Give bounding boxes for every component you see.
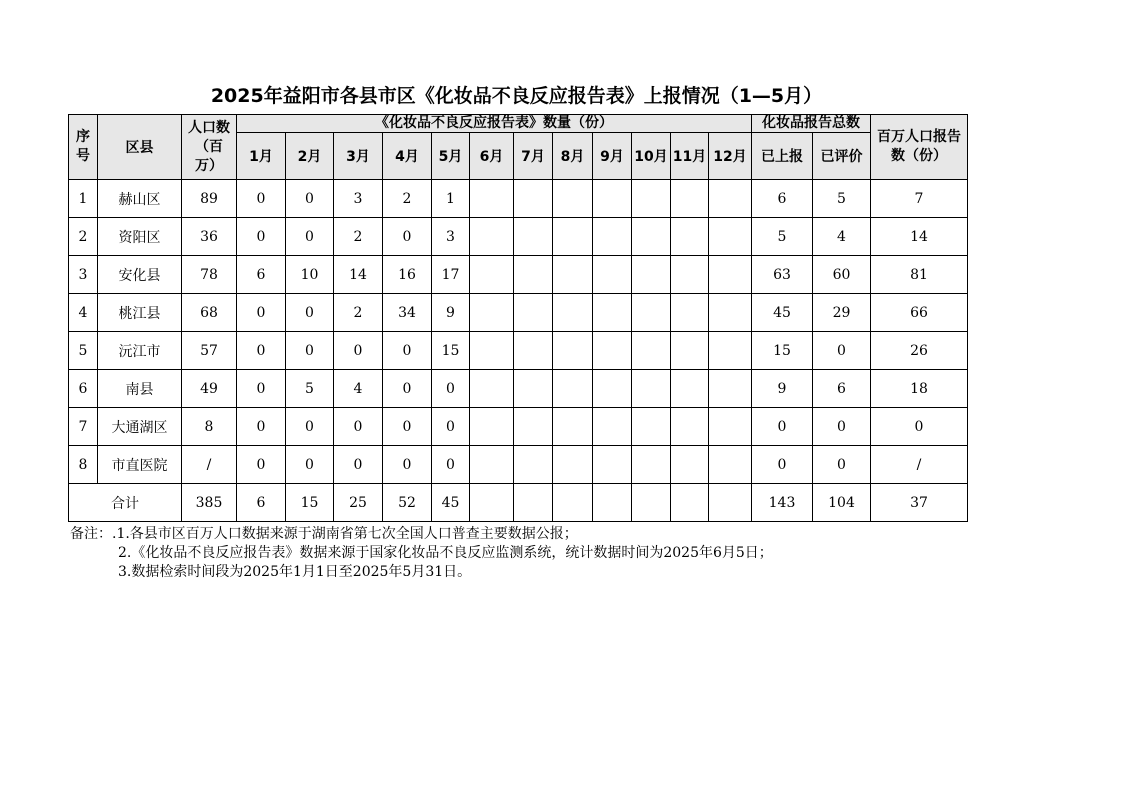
month-value-cell	[553, 218, 593, 256]
header-evaluated: 已评价	[813, 133, 871, 180]
total-month-cell: 6	[237, 484, 286, 522]
document-title: 2025年益阳市各县市区《化妆品不良反应报告表》上报情况（1—5月）	[210, 85, 823, 107]
note-3: 3.数据检索时间段为2025年1月1日至2025年5月31日。	[118, 564, 472, 580]
month-value-cell	[514, 332, 553, 370]
month-value-cell	[709, 294, 752, 332]
month-value-cell: 2	[334, 294, 383, 332]
month-value-cell: 0	[286, 218, 334, 256]
month-value-cell	[709, 408, 752, 446]
month-value-cell: 0	[237, 370, 286, 408]
population-cell: 49	[182, 370, 237, 408]
note-1: 备注：.1.各县市区百万人口数据来源于湖南省第七次全国人口普查主要数据公报；	[70, 526, 578, 542]
table-row	[69, 408, 968, 446]
month-value-cell: 0	[383, 332, 432, 370]
district-cell: 资阳区	[98, 218, 182, 256]
report-table	[68, 114, 968, 522]
month-value-cell: 2	[383, 180, 432, 218]
total-month-cell: 25	[334, 484, 383, 522]
month-value-cell	[709, 218, 752, 256]
reported-cell: 6	[752, 180, 813, 218]
table-row	[69, 256, 968, 294]
month-value-cell: 5	[286, 370, 334, 408]
month-value-cell	[514, 180, 553, 218]
seq-cell: 6	[69, 370, 98, 408]
evaluated-cell: 5	[813, 180, 871, 218]
header-month: 4月	[383, 133, 432, 180]
month-value-cell	[514, 218, 553, 256]
seq-cell: 2	[69, 218, 98, 256]
header-per-million: 百万人口报告数（份）	[871, 115, 968, 180]
total-month-cell	[514, 484, 553, 522]
table-row	[69, 180, 968, 218]
reported-cell: 45	[752, 294, 813, 332]
month-value-cell: 0	[237, 218, 286, 256]
header-population: 人口数（百万）	[182, 115, 237, 180]
total-month-cell	[632, 484, 671, 522]
month-value-cell	[470, 256, 514, 294]
per-million-cell: /	[871, 446, 968, 484]
month-value-cell	[709, 332, 752, 370]
month-value-cell	[470, 180, 514, 218]
month-value-cell	[470, 294, 514, 332]
population-cell: 89	[182, 180, 237, 218]
month-value-cell	[514, 256, 553, 294]
evaluated-cell: 0	[813, 332, 871, 370]
evaluated-cell: 0	[813, 408, 871, 446]
month-value-cell	[632, 180, 671, 218]
header-district: 区县	[98, 115, 182, 180]
month-value-cell	[671, 218, 709, 256]
month-value-cell: 34	[383, 294, 432, 332]
month-value-cell	[709, 256, 752, 294]
header-report-group: 《化妆品不良反应报告表》数量（份）	[237, 115, 752, 133]
month-value-cell	[593, 370, 632, 408]
month-value-cell: 0	[432, 370, 470, 408]
per-million-cell: 66	[871, 294, 968, 332]
month-value-cell	[671, 256, 709, 294]
month-value-cell: 0	[383, 408, 432, 446]
month-value-cell	[593, 408, 632, 446]
population-cell: 8	[182, 408, 237, 446]
total-population: 385	[182, 484, 237, 522]
seq-cell: 4	[69, 294, 98, 332]
month-value-cell: 14	[334, 256, 383, 294]
header-month: 3月	[334, 133, 383, 180]
month-value-cell: 1	[432, 180, 470, 218]
month-value-cell: 0	[286, 294, 334, 332]
per-million-cell: 26	[871, 332, 968, 370]
month-value-cell: 0	[286, 180, 334, 218]
month-value-cell	[553, 332, 593, 370]
seq-cell: 3	[69, 256, 98, 294]
month-value-cell	[632, 408, 671, 446]
header-month: 9月	[593, 133, 632, 180]
header-month: 11月	[671, 133, 709, 180]
month-value-cell	[514, 446, 553, 484]
month-value-cell	[553, 294, 593, 332]
seq-cell: 7	[69, 408, 98, 446]
month-value-cell	[709, 180, 752, 218]
total-month-cell: 52	[383, 484, 432, 522]
month-value-cell: 16	[383, 256, 432, 294]
month-value-cell: 0	[383, 218, 432, 256]
month-value-cell	[632, 332, 671, 370]
per-million-cell: 14	[871, 218, 968, 256]
district-cell: 市直医院	[98, 446, 182, 484]
per-million-cell: 0	[871, 408, 968, 446]
table-row	[69, 370, 968, 408]
month-value-cell	[593, 294, 632, 332]
month-value-cell	[553, 256, 593, 294]
total-row	[69, 484, 968, 522]
total-reported: 143	[752, 484, 813, 522]
total-month-cell	[671, 484, 709, 522]
month-value-cell	[470, 446, 514, 484]
header-total-group: 化妆品报告总数	[752, 115, 871, 133]
month-value-cell: 3	[432, 218, 470, 256]
month-value-cell	[593, 218, 632, 256]
month-value-cell	[470, 218, 514, 256]
evaluated-cell: 0	[813, 446, 871, 484]
month-value-cell	[671, 294, 709, 332]
month-value-cell: 9	[432, 294, 470, 332]
table-row	[69, 446, 968, 484]
per-million-cell: 81	[871, 256, 968, 294]
population-cell: 68	[182, 294, 237, 332]
month-value-cell	[553, 180, 593, 218]
month-value-cell: 10	[286, 256, 334, 294]
month-value-cell	[632, 370, 671, 408]
month-value-cell: 6	[237, 256, 286, 294]
evaluated-cell: 6	[813, 370, 871, 408]
month-value-cell	[593, 332, 632, 370]
population-cell: /	[182, 446, 237, 484]
month-value-cell	[514, 370, 553, 408]
month-value-cell	[632, 218, 671, 256]
month-value-cell	[632, 256, 671, 294]
month-value-cell	[709, 370, 752, 408]
total-label: 合计	[69, 484, 182, 522]
total-per-million: 37	[871, 484, 968, 522]
total-month-cell: 45	[432, 484, 470, 522]
month-value-cell: 0	[334, 408, 383, 446]
total-month-cell	[593, 484, 632, 522]
header-month: 5月	[432, 133, 470, 180]
reported-cell: 0	[752, 408, 813, 446]
month-value-cell	[470, 408, 514, 446]
table-row	[69, 218, 968, 256]
reported-cell: 5	[752, 218, 813, 256]
per-million-cell: 18	[871, 370, 968, 408]
district-cell: 赫山区	[98, 180, 182, 218]
header-row-group	[69, 115, 968, 133]
seq-cell: 5	[69, 332, 98, 370]
month-value-cell: 0	[334, 446, 383, 484]
population-cell: 78	[182, 256, 237, 294]
header-month: 8月	[553, 133, 593, 180]
month-value-cell	[514, 408, 553, 446]
evaluated-cell: 60	[813, 256, 871, 294]
month-value-cell: 0	[237, 332, 286, 370]
month-value-cell: 4	[334, 370, 383, 408]
month-value-cell: 0	[237, 294, 286, 332]
month-value-cell: 0	[334, 332, 383, 370]
month-value-cell: 0	[432, 446, 470, 484]
header-reported: 已上报	[752, 133, 813, 180]
header-month: 12月	[709, 133, 752, 180]
reported-cell: 0	[752, 446, 813, 484]
total-evaluated: 104	[813, 484, 871, 522]
district-cell: 沅江市	[98, 332, 182, 370]
month-value-cell: 0	[237, 180, 286, 218]
per-million-cell: 7	[871, 180, 968, 218]
month-value-cell	[470, 332, 514, 370]
header-month: 6月	[470, 133, 514, 180]
month-value-cell	[671, 408, 709, 446]
district-cell: 安化县	[98, 256, 182, 294]
month-value-cell	[671, 370, 709, 408]
total-month-cell: 15	[286, 484, 334, 522]
month-value-cell	[671, 446, 709, 484]
reported-cell: 9	[752, 370, 813, 408]
month-value-cell	[632, 446, 671, 484]
month-value-cell	[553, 446, 593, 484]
evaluated-cell: 29	[813, 294, 871, 332]
month-value-cell: 0	[286, 446, 334, 484]
month-value-cell	[553, 408, 593, 446]
month-value-cell	[470, 370, 514, 408]
month-value-cell	[593, 256, 632, 294]
month-value-cell	[671, 332, 709, 370]
month-value-cell: 3	[334, 180, 383, 218]
month-value-cell: 0	[237, 446, 286, 484]
population-cell: 57	[182, 332, 237, 370]
total-month-cell	[470, 484, 514, 522]
district-cell: 桃江县	[98, 294, 182, 332]
month-value-cell: 0	[237, 408, 286, 446]
reported-cell: 15	[752, 332, 813, 370]
header-month: 7月	[514, 133, 553, 180]
population-cell: 36	[182, 218, 237, 256]
month-value-cell	[514, 294, 553, 332]
month-value-cell: 17	[432, 256, 470, 294]
header-month: 10月	[632, 133, 671, 180]
month-value-cell: 0	[383, 370, 432, 408]
month-value-cell: 0	[383, 446, 432, 484]
month-value-cell: 0	[286, 332, 334, 370]
month-value-cell	[553, 370, 593, 408]
seq-cell: 8	[69, 446, 98, 484]
month-value-cell: 15	[432, 332, 470, 370]
month-value-cell	[593, 446, 632, 484]
district-cell: 大通湖区	[98, 408, 182, 446]
month-value-cell: 2	[334, 218, 383, 256]
month-value-cell	[709, 446, 752, 484]
table-row	[69, 294, 968, 332]
district-cell: 南县	[98, 370, 182, 408]
month-value-cell: 0	[432, 408, 470, 446]
notes	[70, 525, 773, 582]
header-seq: 序号	[69, 115, 98, 180]
month-value-cell	[671, 180, 709, 218]
total-month-cell	[553, 484, 593, 522]
month-value-cell	[632, 294, 671, 332]
month-value-cell	[593, 180, 632, 218]
header-month: 1月	[237, 133, 286, 180]
reported-cell: 63	[752, 256, 813, 294]
total-month-cell	[709, 484, 752, 522]
note-2: 2.《化妆品不良反应报告表》数据来源于国家化妆品不良反应监测系统，统计数据时间为2025年6月5日；	[118, 545, 773, 561]
header-month: 2月	[286, 133, 334, 180]
evaluated-cell: 4	[813, 218, 871, 256]
month-value-cell: 0	[286, 408, 334, 446]
seq-cell: 1	[69, 180, 98, 218]
table-row	[69, 332, 968, 370]
